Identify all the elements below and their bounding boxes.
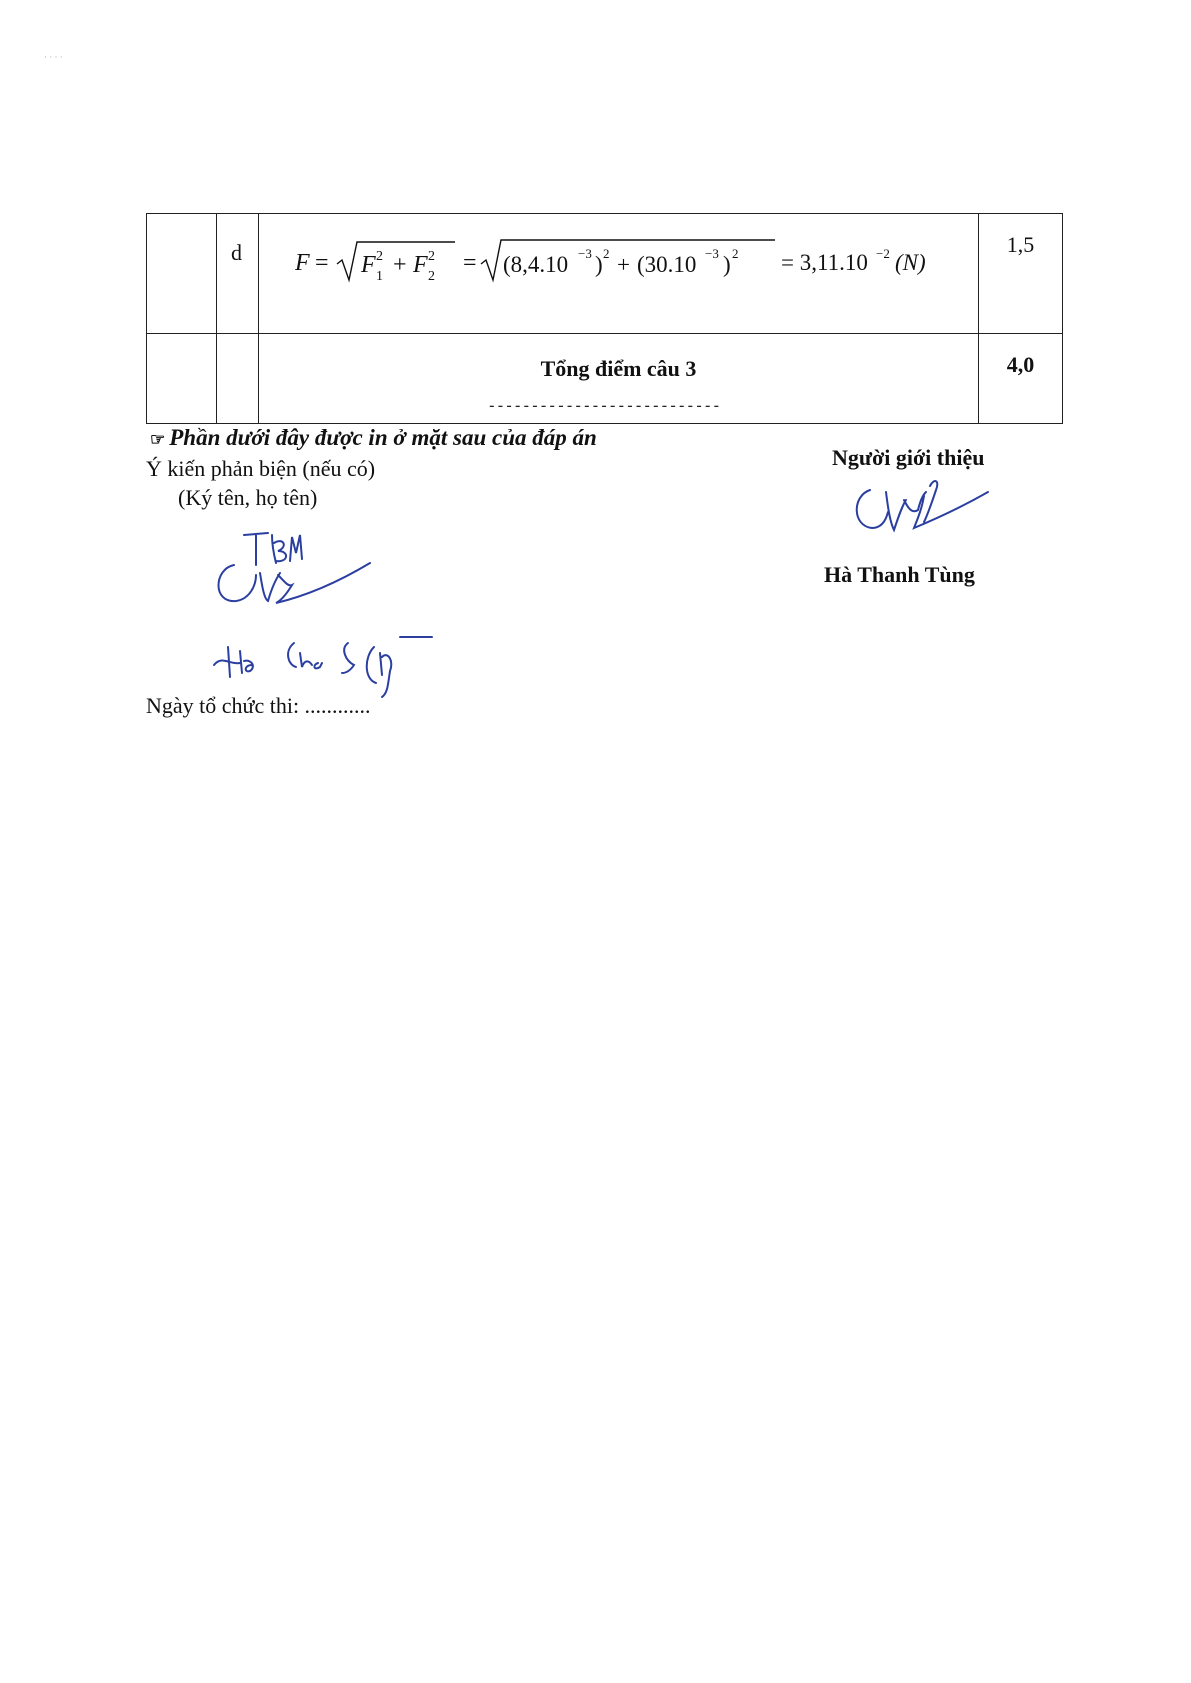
formula-term1-exp: −3 [578, 246, 592, 261]
total-label: Tổng điểm câu 3 [259, 334, 979, 424]
formula-f2: F [413, 252, 428, 278]
formula-term2-sq: 2 [732, 246, 739, 261]
total-score: 4,0 [979, 334, 1063, 424]
part-cell [217, 214, 259, 334]
formula-result-exp: −2 [876, 246, 890, 261]
formula-f1: F [361, 252, 376, 278]
formula-cell [259, 214, 979, 334]
formula-lhs: F [295, 250, 310, 276]
recommender-name: Hà Thanh Tùng [824, 562, 975, 587]
sign-hint: (Ký tên, họ tên) [178, 485, 318, 510]
formula-term2-exp: −3 [705, 246, 719, 261]
back-side-note-text: Phần dưới đây được in ở mặt sau của đáp án [169, 425, 597, 450]
formula-f2-sub: 2 [428, 269, 435, 284]
table-row-part-d [147, 214, 1063, 334]
question-cell [147, 214, 217, 334]
formula-term2: (30.10 [637, 252, 697, 277]
formula-term2-close: ) [723, 252, 731, 277]
formula-eq-1: = [315, 250, 329, 276]
answer-table [146, 213, 1063, 424]
scan-specks: · · · · [44, 52, 63, 62]
section-divider: --------------------------- [487, 396, 721, 415]
recommender-title: Người giới thiệu [832, 445, 985, 470]
formula-term1: (8,4.10 [503, 252, 569, 277]
reviewer-opinion-label: Ý kiến phản biện (nếu có) [146, 456, 376, 481]
formula-plus-1: + [393, 252, 407, 278]
formula-f1-sup: 2 [376, 249, 383, 264]
question-cell-total [147, 334, 217, 424]
part-cell-total [217, 334, 259, 424]
formula-plus-2: + [617, 252, 630, 277]
exam-date-label: Ngày tổ chức thi: ............ [146, 693, 371, 718]
score-cell-d: 1,5 [979, 214, 1063, 334]
force-formula [295, 232, 995, 292]
reviewer-signature [200, 515, 450, 700]
recommender-signature [848, 478, 998, 558]
formula-eq-2: = [463, 250, 477, 276]
pointing-hand-icon: ☞ [150, 430, 166, 449]
formula-term1-close: ) [595, 252, 603, 277]
back-side-note [150, 425, 597, 451]
formula-unit: (N) [895, 250, 926, 275]
formula-f1-sub: 1 [376, 269, 383, 284]
formula-result: = 3,11.10 [781, 250, 868, 275]
formula-term1-sq: 2 [603, 246, 610, 261]
part-label: d [231, 240, 242, 265]
formula-f2-sup: 2 [428, 249, 435, 264]
